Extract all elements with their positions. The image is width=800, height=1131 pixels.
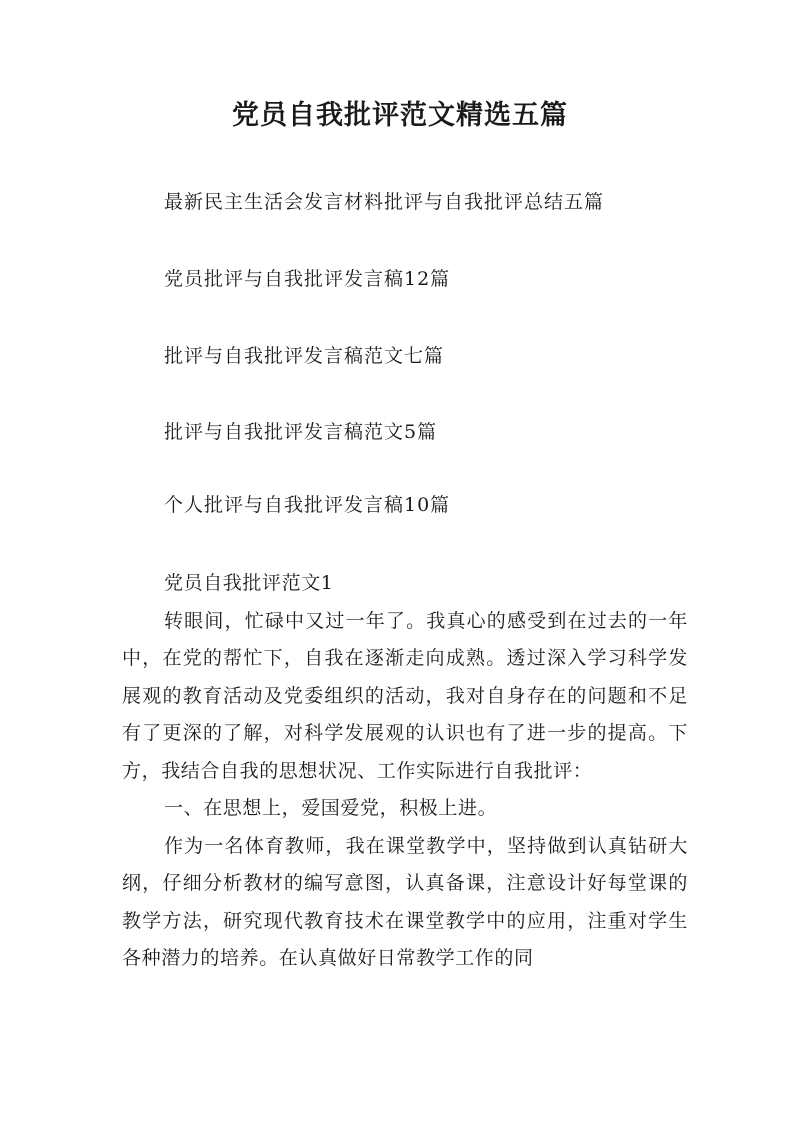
article-section-heading: 一、在思想上，爱国爱党，积极上进。 [164, 797, 498, 819]
related-article-item[interactable]: 个人批评与自我批评发言稿10篇 [164, 494, 451, 516]
related-article-item[interactable]: 批评与自我批评发言稿范文5篇 [164, 421, 438, 443]
related-article-item[interactable]: 批评与自我批评发言稿范文七篇 [164, 345, 445, 367]
related-article-item[interactable]: 党员批评与自我批评发言稿12篇 [164, 268, 451, 290]
article-paragraph: 转眼间，忙碌中又过一年了。我真心的感受到在过去的一年中，在党的帮忙下，自我在逐渐走向成熟。透过深入学习科学发展观的教育活动及党委组织的活动，我对自身存在的问题和不足有了更深的了解，对科学发展观的认识也有了进一步的提高。下方，我结合自我的思想状况、工作实际进行自我批评： [122, 609, 688, 782]
related-article-item[interactable]: 最新民主生活会发言材料批评与自我批评总结五篇 [164, 191, 605, 213]
article-body [122, 565, 688, 978]
document-title: 党员自我批评范文精选五篇 [232, 100, 568, 131]
article-heading: 党员自我批评范文1 [164, 572, 334, 594]
article-paragraph: 作为一名体育教师，我在课堂教学中，坚持做到认真钻研大纲，仔细分析教材的编写意图，认真备课，注意设计好每堂课的教学方法，研究现代教育技术在课堂教学中的应用，注重对学生各种潜力的培养。在认真做好日常教学工作的同 [122, 834, 688, 969]
